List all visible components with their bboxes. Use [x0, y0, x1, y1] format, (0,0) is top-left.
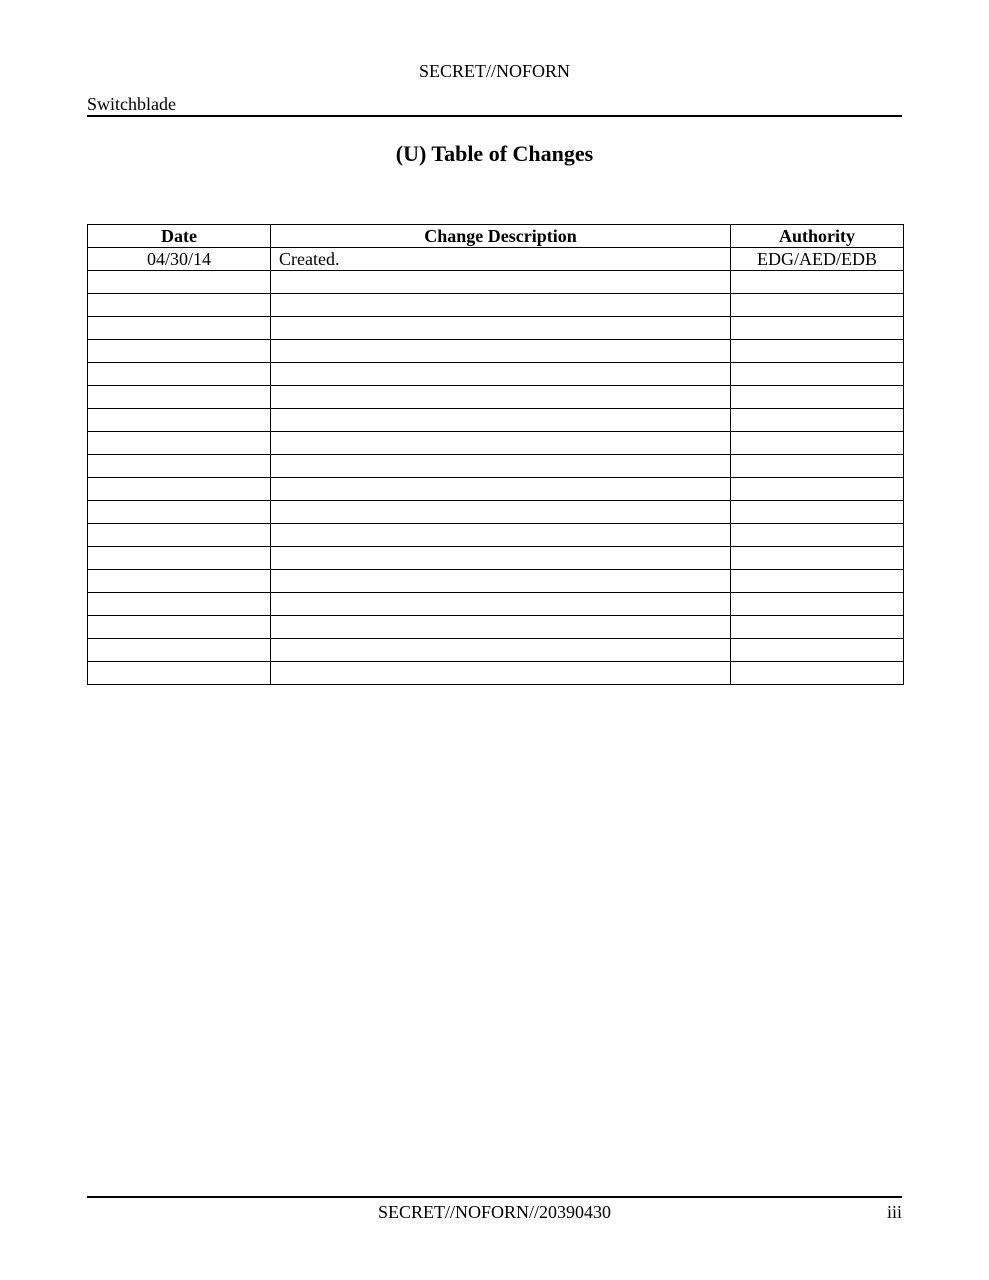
table-row — [88, 432, 904, 455]
table-row — [88, 639, 904, 662]
table-row — [88, 616, 904, 639]
cell-change-description — [271, 478, 731, 501]
table-row — [88, 363, 904, 386]
cell-change-description — [271, 386, 731, 409]
column-header-change-description: Change Description — [271, 225, 731, 248]
cell-change-description — [271, 317, 731, 340]
cell-date — [88, 271, 271, 294]
cell-change-description — [271, 501, 731, 524]
table-row — [88, 248, 904, 271]
cell-date — [88, 547, 271, 570]
cell-change-description — [271, 639, 731, 662]
table-row — [88, 340, 904, 363]
cell-date — [88, 662, 271, 685]
cell-authority — [731, 317, 904, 340]
changes-table — [87, 224, 904, 685]
cell-change-description — [271, 340, 731, 363]
cell-date — [88, 340, 271, 363]
cell-change-description — [271, 524, 731, 547]
table-row — [88, 271, 904, 294]
cell-change-description — [271, 662, 731, 685]
cell-authority — [731, 547, 904, 570]
cell-date — [88, 455, 271, 478]
cell-authority — [731, 432, 904, 455]
cell-change-description — [271, 616, 731, 639]
table-row — [88, 478, 904, 501]
cell-date — [88, 386, 271, 409]
project-name: Switchblade — [87, 94, 176, 114]
cell-authority — [731, 662, 904, 685]
table-row — [88, 570, 904, 593]
table-row — [88, 386, 904, 409]
cell-date — [88, 478, 271, 501]
cell-authority — [731, 593, 904, 616]
column-header-date: Date — [88, 225, 271, 248]
cell-authority — [731, 501, 904, 524]
changes-table-body — [88, 248, 904, 685]
table-row — [88, 524, 904, 547]
cell-date — [88, 409, 271, 432]
cell-change-description — [271, 593, 731, 616]
cell-authority — [731, 570, 904, 593]
classification-banner-bottom: SECRET//NOFORN//20390430 — [377, 1202, 612, 1222]
cell-authority — [731, 294, 904, 317]
table-row — [88, 662, 904, 685]
cell-change-description — [271, 271, 731, 294]
page-title: (U) Table of Changes — [395, 141, 594, 166]
cell-date — [88, 501, 271, 524]
cell-change-description — [271, 455, 731, 478]
column-header-authority: Authority — [731, 225, 904, 248]
cell-date — [88, 524, 271, 547]
cell-date — [88, 639, 271, 662]
cell-authority — [731, 271, 904, 294]
cell-authority — [731, 340, 904, 363]
cell-authority — [731, 639, 904, 662]
cell-change-description — [271, 294, 731, 317]
table-row — [88, 317, 904, 340]
cell-date — [88, 570, 271, 593]
cell-date — [88, 616, 271, 639]
table-row — [88, 547, 904, 570]
table-row — [88, 501, 904, 524]
cell-date — [88, 593, 271, 616]
cell-authority — [731, 524, 904, 547]
page-number: iii — [886, 1202, 902, 1222]
table-row — [88, 294, 904, 317]
table-header-row — [88, 225, 904, 248]
cell-change-description — [271, 363, 731, 386]
table-row — [88, 409, 904, 432]
running-header — [87, 93, 902, 117]
cell-authority — [731, 409, 904, 432]
cell-authority — [731, 363, 904, 386]
cell-date — [88, 432, 271, 455]
cell-change-description — [271, 409, 731, 432]
cell-authority — [731, 616, 904, 639]
cell-change-description: Created. — [271, 248, 731, 271]
cell-date: 04/30/14 — [88, 248, 271, 271]
footer-rule — [87, 1196, 902, 1198]
cell-date — [88, 363, 271, 386]
classification-banner-top: SECRET//NOFORN — [418, 61, 571, 81]
cell-date — [88, 317, 271, 340]
cell-change-description — [271, 432, 731, 455]
cell-authority — [731, 478, 904, 501]
table-row — [88, 455, 904, 478]
cell-authority — [731, 455, 904, 478]
table-row — [88, 593, 904, 616]
cell-change-description — [271, 570, 731, 593]
cell-change-description — [271, 547, 731, 570]
cell-date — [88, 294, 271, 317]
cell-authority — [731, 386, 904, 409]
cell-authority: EDG/AED/EDB — [731, 248, 904, 271]
